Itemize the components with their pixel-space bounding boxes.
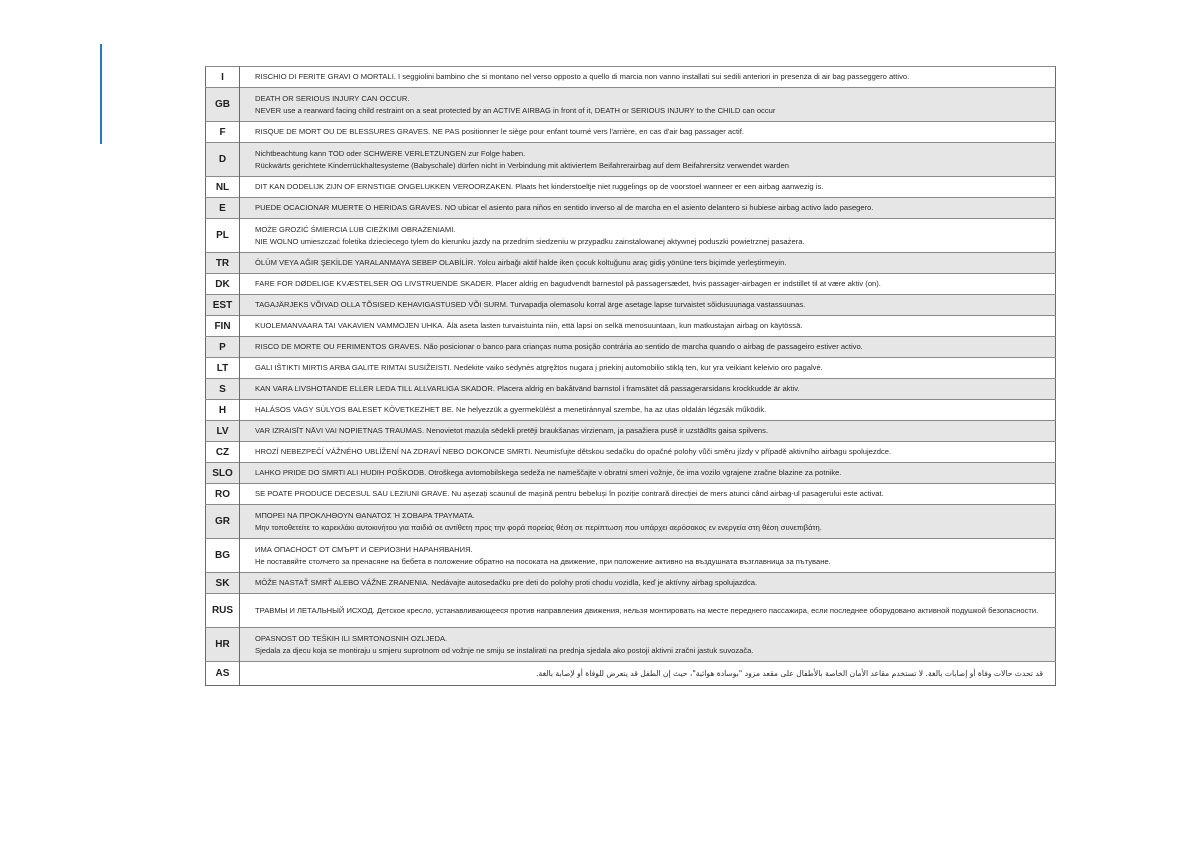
- warning-text: LAHKO PRIDE DO SMRTI ALI HUDIH POŠKODB. Otroškega avtomobilskega sedeža ne nameščajte v obratni smeri vožnje, če ima vozilo vgrajene zračne blazine za potnike.: [240, 463, 1056, 484]
- warning-row: [206, 253, 1056, 274]
- warning-text: RISQUE DE MORT OU DE BLESSURES GRAVES. NE PAS positionner le siège pour enfant tourné vers l'arrière, en cas d'air bag passager actif.: [240, 122, 1056, 143]
- warning-row: [206, 358, 1056, 379]
- country-code: EST: [206, 295, 240, 316]
- country-code: H: [206, 400, 240, 421]
- warning-row: [206, 143, 1056, 177]
- warning-row: [206, 88, 1056, 122]
- airbag-warning-table: [205, 66, 1056, 686]
- warning-row: [206, 662, 1056, 686]
- warning-text: ИМА ОПАСНОСТ ОТ СМЪРТ И СЕРИОЗНИ НАРАНЯВАНИЯ. Не поставяйте столчето за пренасяне на бебета в положение обратно на посоката на движение, при положение активно на въздушната възглавница за пътуване.: [240, 539, 1056, 573]
- warning-row: [206, 421, 1056, 442]
- warning-row: [206, 573, 1056, 594]
- warning-text: RISCO DE MORTE OU FERIMENTOS GRAVES. Não posicionar o banco para crianças numa posição contrária ao sentido de marcha quando o airbag de passageiro estiver activo.: [240, 337, 1056, 358]
- country-code: PL: [206, 219, 240, 253]
- warning-row: [206, 463, 1056, 484]
- country-code: GB: [206, 88, 240, 122]
- warning-text: SE POATE PRODUCE DECESUL SAU LEZIUNI GRAVE. Nu așezați scaunul de mașină pentru bebeluși în poziție contrară direcției de mers atunci când airbag-ul pasagerului este activat.: [240, 484, 1056, 505]
- warning-row: [206, 122, 1056, 143]
- warning-text: ΜΠΟΡΕΙ ΝΑ ΠΡΟΚΛΗΘΟΥΝ ΘΑΝΑΤΟΣ Ή ΣΟΒΑΡΑ ΤΡΑΥΜΑΤΑ. Μην τοποθετείτε το καρεκλάκι αυτοκινήτου για παιδιά σε αντίθετη προς την φορά πορείας θέση σε περίπτωση που υπάρχει αερόσακος εν ενεργεία στη θέση συνεπιβάτη.: [240, 505, 1056, 539]
- warning-row: [206, 442, 1056, 463]
- country-code: SK: [206, 573, 240, 594]
- warning-row: [206, 379, 1056, 400]
- country-code: BG: [206, 539, 240, 573]
- country-code: DK: [206, 274, 240, 295]
- warning-text: GALI IŠTIKTI MIRTIS ARBA GALITE RIMTAI SUSIŽEISTI. Nedėkite vaiko sėdynės atgręžtos nugara į priekinį automobilio stiklą ten, kur yra veikiant keleivio oro pagalvė.: [240, 358, 1056, 379]
- warning-text: MOŻE GROZIĆ ŚMIERCIA LUB CIEŻKIMI OBRAŻENIAMI. NIE WOLNO umieszczać foletika dzieciecego tylem do kierunku jazdy na przednim siedzeniu w przypadku zainstalowanej aktywnej poduszki powietrznej pasażera.: [240, 219, 1056, 253]
- warning-text: KAN VARA LIVSHOTANDE ELLER LEDA TILL ALLVARLIGA SKADOR. Placera aldrig en bakåtvänd barnstol i framsätet då passagerarsidans krockkudde är aktiv.: [240, 379, 1056, 400]
- warning-text: DEATH OR SERIOUS INJURY CAN OCCUR. NEVER use a rearward facing child restraint on a seat protected by an ACTIVE AIRBAG in front of it, DEATH or SERIOUS INJURY to the CHILD can occur: [240, 88, 1056, 122]
- country-code: FIN: [206, 316, 240, 337]
- warning-row: [206, 274, 1056, 295]
- country-code: HR: [206, 628, 240, 662]
- warning-text: TAGAJÄRJEKS VÕIVAD OLLA TÕSISED KEHAVIGASTUSED VÕI SURM. Turvapadja olemasolu korral ärge asetage lapse turvaistet sõidusuunaga vastassuunas.: [240, 295, 1056, 316]
- warning-text: ÖLÜM VEYA AĞIR ŞEKİLDE YARALANMAYA SEBEP OLABİLİR. Yolcu airbağı aktif halde iken çocuk koltuğunu araç gidiş yönüne ters biçimde yerleştirmeyin.: [240, 253, 1056, 274]
- warning-text: FARE FOR DØDELIGE KVÆSTELSER OG LIVSTRUENDE SKADER. Placer aldrig en bagudvendt barnestol på passagersædet, hvis passager-airbagen er indstillet til at være aktiv (on).: [240, 274, 1056, 295]
- country-code: D: [206, 143, 240, 177]
- country-code: I: [206, 67, 240, 88]
- country-code: LT: [206, 358, 240, 379]
- warning-text: PUEDE OCACIONAR MUERTE O HERIDAS GRAVES. NO ubicar el asiento para niños en sentido inverso al de marcha en el asiento delantero si hubiese airbag activo lado pasegero.: [240, 198, 1056, 219]
- warning-row: [206, 67, 1056, 88]
- warning-row: [206, 484, 1056, 505]
- country-code: TR: [206, 253, 240, 274]
- country-code: F: [206, 122, 240, 143]
- warning-text: OPASNOST OD TEŠKIH ILI SMRTONOSNIH OZLJEDA. Sjedala za djecu koja se montiraju u smjeru suprotnom od vožnje ne smiju se instalirati na prednja sjedala ako postoji aktivni zračni jastuk suvozača.: [240, 628, 1056, 662]
- warning-text: MÔŽE NASTAŤ SMRŤ ALEBO VÁŽNE ZRANENIA. Nedávajte autosedačku pre deti do polohy proti chodu vozidla, keď je aktívny airbag spolujazdca.: [240, 573, 1056, 594]
- warning-text: VAR IZRAISĪT NĀVI VAI NOPIETNAS TRAUMAS. Nenovietot mazuļa sēdekli pretēji braukšanas virzienam, ja pasažiera pusē ir uzstādīts gaisa spilvens.: [240, 421, 1056, 442]
- warning-row: [206, 177, 1056, 198]
- country-code: NL: [206, 177, 240, 198]
- warning-text: Nichtbeachtung kann TOD oder SCHWERE VERLETZUNGEN zur Folge haben. Rückwärts gerichtete Kinderrückhaltesysteme (Babyschale) dürfen nicht in Verbindung mit aktiviertem Beifahrerairbag auf dem Beifahrersitz verwendet warden: [240, 143, 1056, 177]
- warning-row: [206, 198, 1056, 219]
- country-code: P: [206, 337, 240, 358]
- country-code: AS: [206, 662, 240, 686]
- warning-row: [206, 316, 1056, 337]
- warning-row: [206, 628, 1056, 662]
- warning-row: [206, 539, 1056, 573]
- country-code: RUS: [206, 594, 240, 628]
- warning-text: ТРАВМЫ И ЛЕТАЛЬНЫЙ ИСХОД. Детское кресло, устанавливающееся против направления движения, нельзя монтировать на месте переднего пассажира, если последнее оборудовано активной подушкой безопасности.: [240, 594, 1056, 628]
- warning-text: HALÁSOS VAGY SÚLYOS BALESET KÖVETKEZHET BE. Ne helyezzük a gyermekülést a menetiránnyal szembe, ha az utas oldalán légzsák működik.: [240, 400, 1056, 421]
- country-code: E: [206, 198, 240, 219]
- country-code: S: [206, 379, 240, 400]
- warning-text: DIT KAN DODELIJK ZIJN OF ERNSTIGE ONGELUKKEN VEROORZAKEN. Plaats het kinderstoeltje niet ruggelings op de voorstoel wanneer er een airbag aanwezig is.: [240, 177, 1056, 198]
- warning-text: KUOLEMANVAARA TAI VAKAVIEN VAMMOJEN UHKA. Älä aseta lasten turvaistuinta niin, että lapsi on selkä menosuuntaan, kun matkustajan airbag on käytössä.: [240, 316, 1056, 337]
- warning-row: [206, 400, 1056, 421]
- warning-row: [206, 295, 1056, 316]
- warning-text-arabic: قد تحدث حالات وفاة أو إصابات بالغة. لا تستخدم مقاعد الأمان الخاصة بالأطفال على مقعد مزود "بوسادة هوائية"، حيث إن الطفل قد يتعرض للوفاة أو لإصابة بالغة.: [240, 662, 1056, 686]
- margin-rule: [100, 44, 102, 144]
- country-code: LV: [206, 421, 240, 442]
- warning-row: [206, 337, 1056, 358]
- warning-text: HROZÍ NEBEZPEČÍ VÁŽNÉHO UBLÍŽENÍ NA ZDRAVÍ NEBO DOKONCE SMRTI. Neumisťujte dětskou sedačku do opačné polohy vůči směru jízdy v případě aktivního airbagu spolujezdce.: [240, 442, 1056, 463]
- country-code: SLO: [206, 463, 240, 484]
- warning-row: [206, 219, 1056, 253]
- warning-text: RISCHIO DI FERITE GRAVI O MORTALI. I seggiolini bambino che si montano nel verso opposto a quello di marcia non vanno installati sui sedili anteriori in presenza di air bag passeggero attivo.: [240, 67, 1056, 88]
- warning-row: [206, 594, 1056, 628]
- country-code: CZ: [206, 442, 240, 463]
- country-code: GR: [206, 505, 240, 539]
- country-code: RO: [206, 484, 240, 505]
- warning-row: [206, 505, 1056, 539]
